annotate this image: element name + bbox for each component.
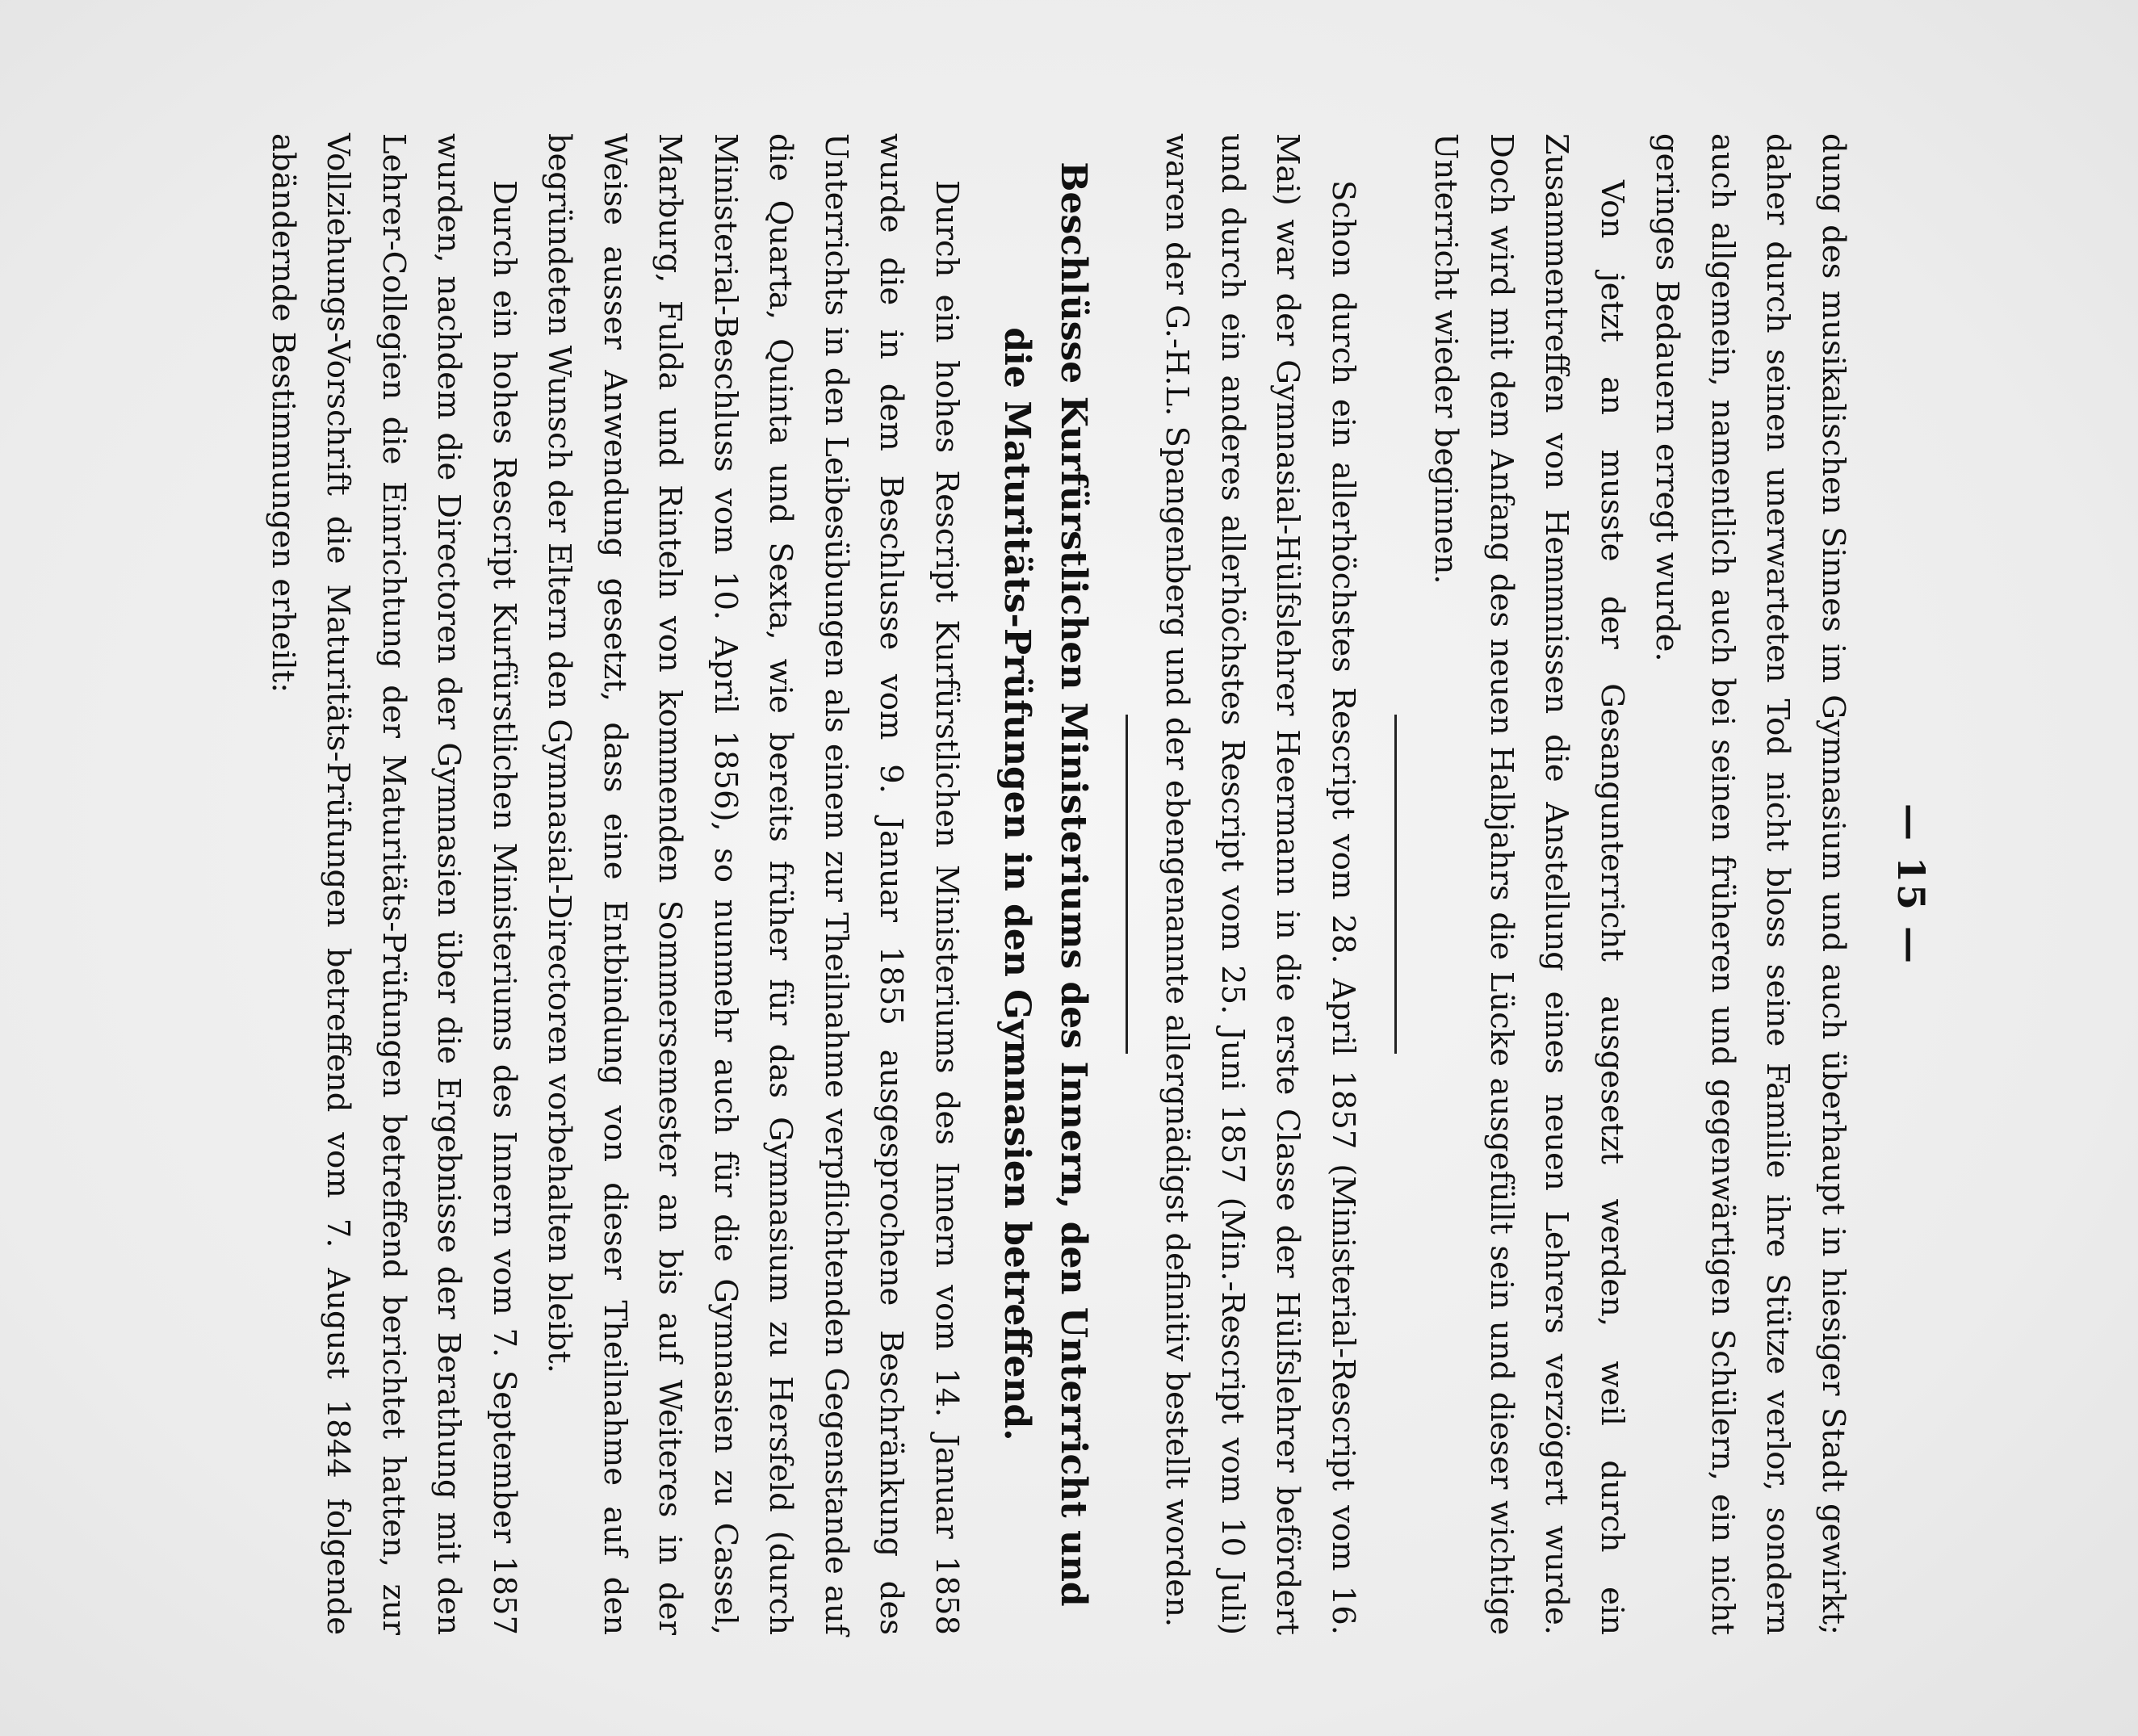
paragraph-gymnastics: Durch ein hohes Rescript Kurfürstlichen Ministeriums des Innern vom 14. Januar 1858 wurde die in dem Beschlusse vom 9. Januar 1855 ausgesprochene Beschränkung des Unterrichts in den Leibesübungen als einem zur Theilnahme verpflichtenden Gegenstande auf die Quarta, Quinta und Sexta, wie bereits früher für das Gymnasium zu Hersfeld (durch Ministerial-Beschluss vom 10. April 1856), so nunmehr auch für die Gymnasien zu Cassel, Marburg, Fulda und Rinteln von kommenden Sommersemester an bis auf Weiteres in der Weise ausser Anwendung gesetzt, dass eine Entbindung von dieser Theilnahme auf den begründeten Wunsch der Eltern den Gymnasial-Directoren vorbehalten bleibt. [541, 133, 965, 1635]
page-number: — 15 — [1889, 803, 1933, 966]
paragraph-maturity-exams: Durch ein hohes Rescript Kurfürstlichen Ministeriums des Innern vom 7. September 1857 wurden, nachdem die Directoren der Gymnasien über die Ergebnisse der Berathung mit den Lehrer-Collegien die Einrichtung der Maturitäts-Prüfungen betreffend berichtet hatten, zur Vollziehungs-Vorschrift die Maturitäts-Prüfungen betreffend vom 7. August 1844 folgende abändernde Bestimmungen erheilt: [265, 133, 522, 1635]
document-page [140, 133, 1965, 1635]
section-divider [1394, 715, 1397, 1054]
section-heading: Beschlüsse Kurfürstlichen Ministeriums des Innern, den Unterricht und die Maturitäts-Prüfungen in den Gymnasien betreffend. [996, 161, 1094, 1607]
section-divider-2 [1126, 715, 1128, 1054]
paragraph-appointments: Schon durch ein allerhöchstes Rescript vom 28. April 1857 (Ministerial-Rescript vom 16. Mai) war der Gymnasial-Hülfslehrer Heermann in die erste Classe der Hülfslehrer befördert und durch ein anderes allerhöchstes Rescript vom 25. Juni 1857 (Min.-Rescript vom 10 Juli) waren der G.-H.L. Spangenberg und der ebengenannte allergnädigst definitiv bestellt worden. [1159, 133, 1361, 1635]
paragraph-singing-lessons: Von jetzt an musste der Gesangunterricht ausgesetzt werden, weil durch ein Zusammentreffen von Hemmnissen die Anstellung eines neuen Lehrers verzögert wurde. Doch wird mit dem Anfang des neuen Halbjahrs die Lücke ausgefüllt sein und dieser wichtige Unterricht wieder beginnen. [1427, 133, 1630, 1635]
paragraph-music-teacher: dung des musikalischen Sinnes im Gymnasium und auch überhaupt in hiesiger Stadt gewirkt; daher durch seinen unerwarteten Tod nicht bloss seine Familie ihre Stütze verlor, sondern auch allgemein, namentlich auch bei seinen früheren und gegenwärtigen Schülern, ein nicht geringes Bedauern erregt wurde. [1649, 133, 1851, 1635]
